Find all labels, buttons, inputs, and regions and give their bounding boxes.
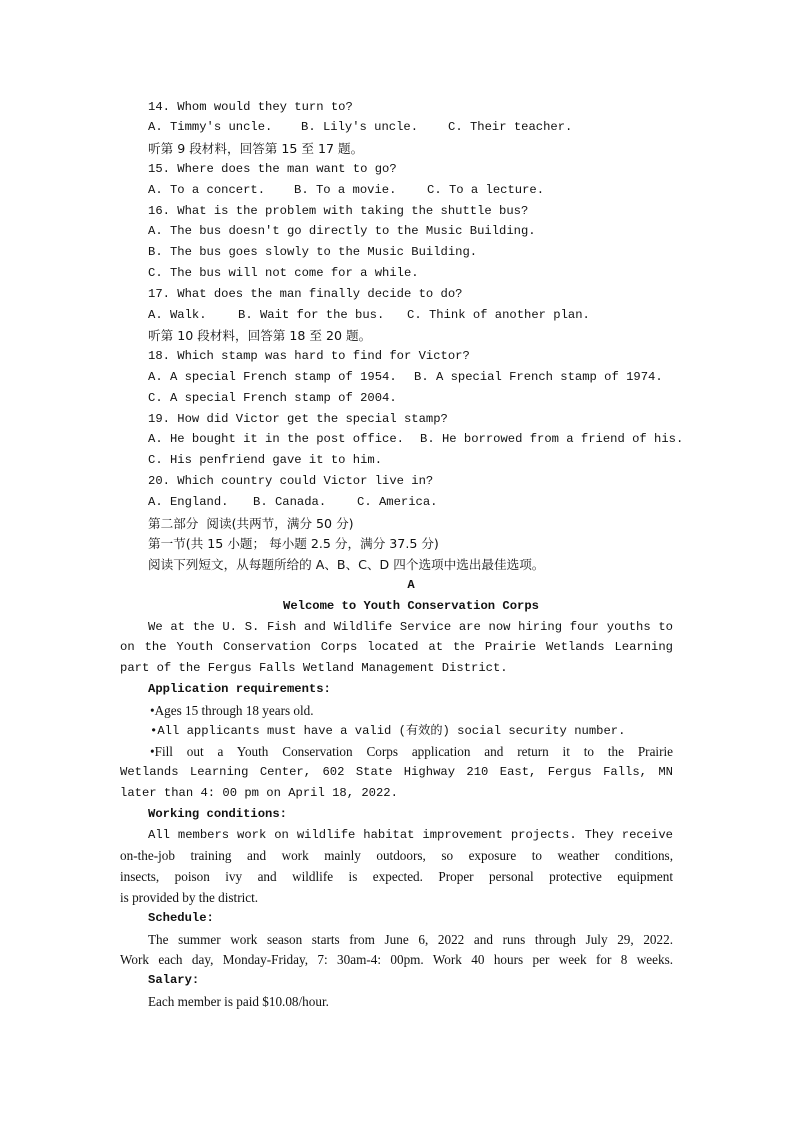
- reading-instruction: 阅读下列短文，从每题所给的 A、B、C、D 四个选项中选出最佳选项。: [148, 557, 545, 572]
- section-10-instruction: 听第 10 段材料，回答第 18 至 20 题。: [148, 328, 372, 343]
- schedule-line-2: Work each day, Monday-Friday, 7: 30am-4: 00pm. Work 40 hours per week for 8 weeks.: [120, 952, 673, 967]
- question-17: 17. What does the man finally decide to do?: [148, 287, 463, 301]
- requirement-form-line-2: Wetlands Learning Center, 602 State Highway 210 East, Fergus Falls, MN: [120, 765, 673, 779]
- requirement-ssn: •All applicants must have a valid (有效的) social security number.: [150, 724, 626, 738]
- salary-heading: Salary:: [148, 973, 200, 987]
- passage-title: Welcome to Youth Conservation Corps: [283, 599, 539, 613]
- q16-option-b: B. The bus goes slowly to the Music Building.: [148, 245, 478, 259]
- q18-option-a: A. A special French stamp of 1954.: [148, 370, 397, 384]
- application-requirements-heading: Application requirements:: [148, 682, 331, 696]
- q18-option-c: C. A special French stamp of 2004.: [148, 391, 397, 405]
- q15-option-c: C. To a lecture.: [427, 183, 545, 197]
- schedule-heading: Schedule:: [148, 911, 214, 925]
- q20-option-c: C. America.: [357, 495, 438, 509]
- q16-option-a: A. The bus doesn't go directly to the Music Building.: [148, 224, 536, 238]
- q15-option-b: B. To a movie.: [294, 183, 397, 197]
- q16-option-c: C. The bus will not come for a while.: [148, 266, 419, 280]
- q19-option-b: B. He borrowed from a friend of his.: [420, 432, 684, 446]
- requirement-form-line-3: later than 4: 00 pm on April 18, 2022.: [120, 786, 398, 800]
- q17-option-c: C. Think of another plan.: [407, 308, 590, 322]
- q18-option-b: B. A special French stamp of 1974.: [414, 370, 663, 384]
- question-15: 15. Where does the man want to go?: [148, 162, 397, 176]
- salary-text: Each member is paid $10.08/hour.: [148, 994, 329, 1009]
- q15-option-a: A. To a concert.: [148, 183, 266, 197]
- q20-option-b: B. Canada.: [253, 495, 327, 509]
- section-9-instruction: 听第 9 段材料，回答第 15 至 17 题。: [148, 141, 364, 156]
- intro-line-3: part of the Fergus Falls Wetland Management District.: [120, 661, 508, 675]
- schedule-line-1: The summer work season starts from June 6, 2022 and runs through July 29, 2022.: [148, 932, 673, 947]
- question-18: 18. Which stamp was hard to find for Victor?: [148, 349, 470, 363]
- question-20: 20. Which country could Victor live in?: [148, 474, 434, 488]
- intro-line-1: We at the U. S. Fish and Wildlife Service are now hiring four youths to: [148, 620, 673, 634]
- requirement-age: •Ages 15 through 18 years old.: [150, 703, 314, 718]
- q14-option-b: B. Lily's uncle.: [301, 120, 419, 134]
- q17-option-a: A. Walk.: [148, 308, 207, 322]
- question-19: 19. How did Victor get the special stamp?: [148, 412, 448, 426]
- working-line-4: is provided by the district.: [120, 890, 259, 905]
- q19-option-c: C. His penfriend gave it to him.: [148, 453, 383, 467]
- part-two-title: 第二部分 阅读(共两节，满分 50 分): [148, 516, 354, 531]
- requirement-form-line-1: •Fill out a Youth Conservation Corps application and return it to the Prairie: [150, 744, 673, 759]
- passage-letter: A: [407, 578, 415, 592]
- q14-option-c: C. Their teacher.: [448, 120, 573, 134]
- q17-option-b: B. Wait for the bus.: [238, 308, 385, 322]
- working-line-3: insects, poison ivy and wildlife is expected. Proper personal protective equipment: [120, 869, 673, 884]
- working-conditions-heading: Working conditions:: [148, 807, 287, 821]
- q19-option-a: A. He bought it in the post office.: [148, 432, 404, 446]
- q14-option-a: A. Timmy's uncle.: [148, 120, 273, 134]
- question-14: 14. Whom would they turn to?: [148, 100, 353, 114]
- intro-line-2: on the Youth Conservation Corps located at the Prairie Wetlands Learning: [120, 640, 673, 654]
- section-one-title: 第一节(共 15 小题； 每小题 2.5 分，满分 37.5 分): [148, 536, 439, 551]
- question-16: 16. What is the problem with taking the shuttle bus?: [148, 204, 529, 218]
- working-line-2: on-the-job training and work mainly outdoors, so exposure to weather conditions,: [120, 848, 673, 863]
- q20-option-a: A. England.: [148, 495, 229, 509]
- working-line-1: All members work on wildlife habitat improvement projects. They receive: [148, 828, 673, 842]
